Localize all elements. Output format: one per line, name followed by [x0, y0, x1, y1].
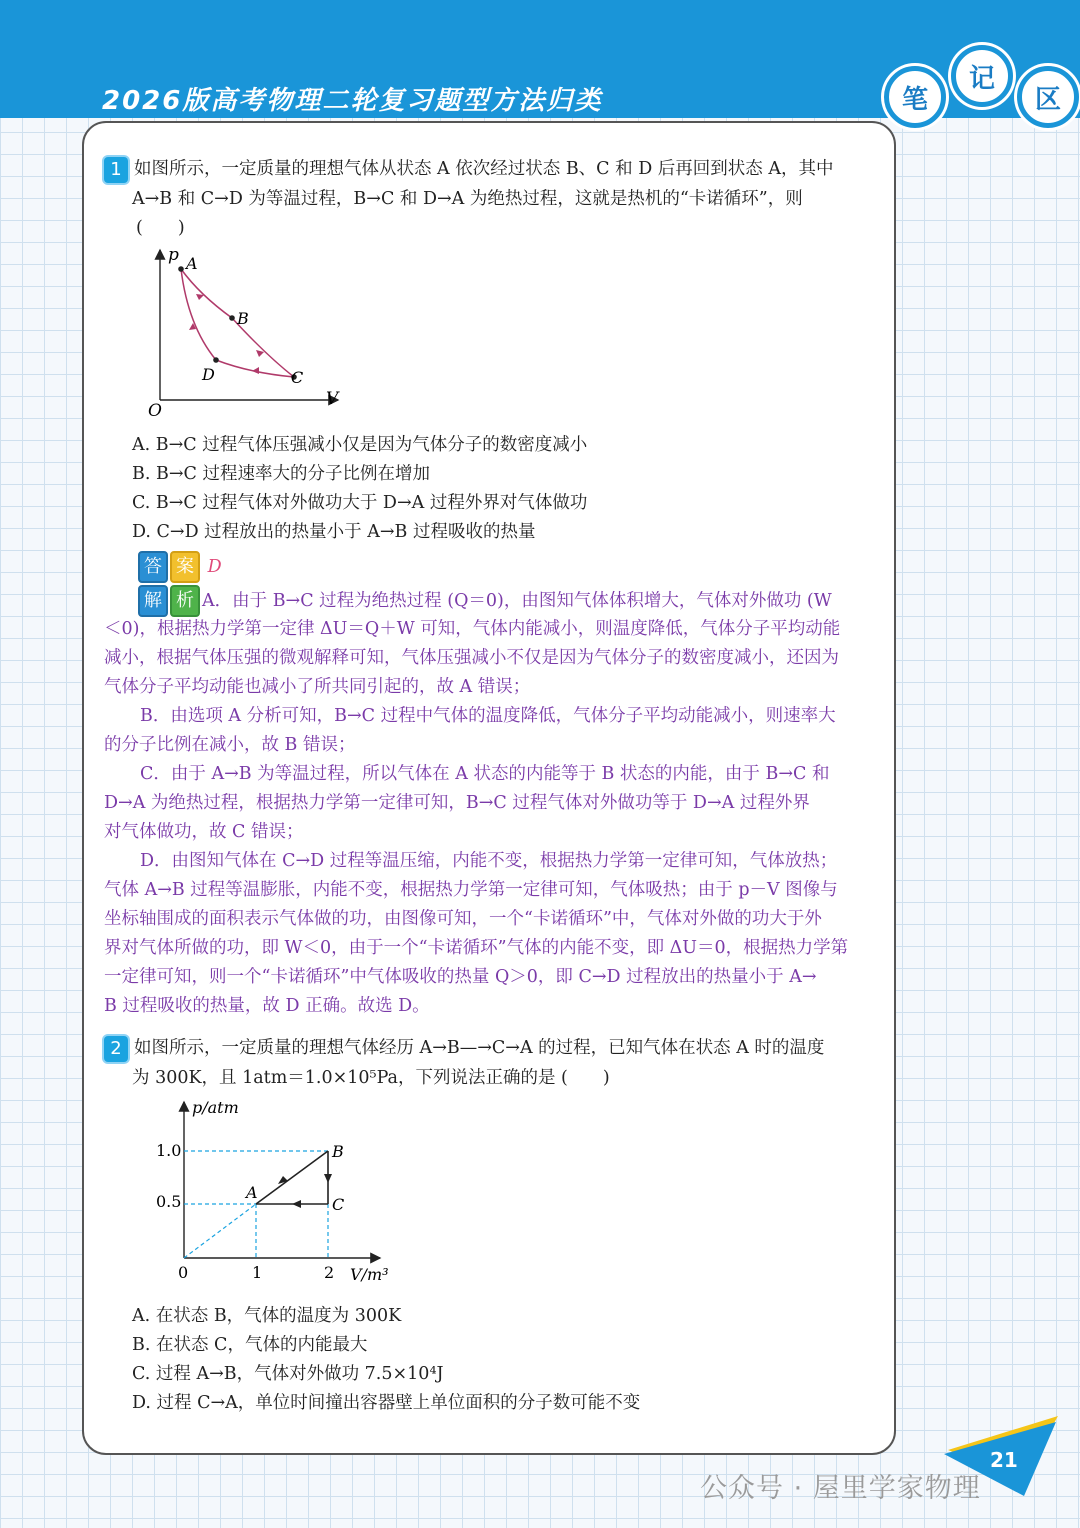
q2-option-c: C. 过程 A→B，气体对外做功 7.5×10⁴J [132, 1364, 444, 1384]
q2-option-d: D. 过程 C→A，单位时间撞出容器壁上单位面积的分子数可能不变 [132, 1393, 641, 1413]
q1-option-b: B. B→C 过程速率大的分子比例在增加 [132, 464, 430, 484]
q1-number-badge: 1 [104, 157, 128, 183]
q2-option-a: A. 在状态 B，气体的温度为 300K [132, 1306, 402, 1326]
q1-stem-line-1: 1 如图所示，一定质量的理想气体从状态 A 依次经过状态 B、C 和 D 后再回到状态 A，其中 [104, 155, 834, 184]
q1-axis-y-label: p [168, 245, 179, 265]
q1-label-a: A [186, 254, 198, 273]
q1-analysis-line-13: 界对气体所做的功，即 W＜0，由于一个“卡诺循环”气体的内能不变，即 ΔU＝0，根据热力学第 [104, 938, 849, 958]
q2-label-a: A [246, 1183, 258, 1202]
note-badge-3: 区 [1017, 66, 1079, 128]
q1-analysis-line-12: 坐标轴围成的面积表示气体做的功，由图像可知，一个“卡诺循环”中，气体对外做的功大于外 [104, 909, 822, 929]
q1-stem-line-2: A→B 和 C→D 为等温过程，B→C 和 D→A 为绝热过程，这就是热机的“卡诺循环”，则 [132, 189, 803, 209]
q1-analysis-line-14: 一定律可知，则一个“卡诺循环”中气体吸收的热量 Q＞0，即 C→D 过程放出的热量小于 A→ [104, 967, 817, 987]
q2-number-badge: 2 [104, 1036, 128, 1062]
q1-analysis-line-9: 对气体做功，故 C 错误； [104, 822, 304, 842]
q1-answer: D [207, 557, 222, 577]
q2-stem-line-2: 为 300K，且 1atm＝1.0×10⁵Pa，下列说法正确的是 ( ) [132, 1068, 610, 1088]
q2-pv-diagram [148, 1092, 398, 1292]
q1-point-d [213, 357, 219, 363]
q1-analysis-line-10: D．由图知气体在 C→D 过程等温压缩，内能不变，根据热力学第一定律可知，气体放热； [140, 851, 838, 871]
q1-axis-x-label: V [326, 389, 339, 409]
analysis-tag-2: 析 [170, 585, 200, 617]
q1-analysis-line-6: 的分子比例在减小，故 B 错误； [104, 735, 356, 755]
q2-axis-x-label: V/m³ [350, 1265, 389, 1284]
q1-analysis-line-4: 气体分子平均动能也减小了所共同引起的，故 A 错误； [104, 677, 531, 697]
q2-y-tick-05: 0.5 [156, 1192, 182, 1211]
q1-pv-diagram [140, 240, 350, 425]
page-number: 21 [990, 1448, 1018, 1472]
q1-label-b: B [237, 309, 249, 328]
q1-point-b [229, 315, 235, 321]
q2-stem-line-1: 2 如图所示，一定质量的理想气体经历 A→B—→C→A 的过程，已知气体在状态 A 时的温度 [104, 1034, 824, 1063]
q2-axis-y-label: p/atm [192, 1098, 239, 1117]
q2-label-b: B [332, 1142, 344, 1161]
note-badge-1: 笔 [884, 66, 946, 128]
q1-analysis-line-5: B．由选项 A 分析可知，B→C 过程中气体的温度降低，气体分子平均动能减小，则速率大 [140, 706, 836, 726]
q1-analysis-line-1: 解 析 A．由于 B→C 过程为绝热过程 (Q＝0)，由图知气体体积增大，气体对外做功 (W [138, 585, 832, 617]
book-title: 2026版高考物理二轮复习题型方法归类 [102, 86, 603, 116]
q1-curve-ab [181, 269, 232, 318]
q1-arrow-bc [256, 350, 264, 357]
q2-option-b: B. 在状态 C，气体的内能最大 [132, 1335, 368, 1355]
q1-arrow-cd [252, 367, 259, 374]
q1-point-a [178, 266, 184, 272]
q1-analysis-line-8: D→A 为绝热过程，根据热力学第一定律可知，B→C 过程气体对外做功等于 D→A 过程外界 [104, 793, 810, 813]
q1-label-c: C [291, 368, 304, 387]
q1-stem-line-3: ( ) [136, 218, 185, 238]
answer-tag-1: 答 [138, 551, 168, 583]
q1-answer-row [138, 551, 222, 583]
q2-arrow-ca [292, 1200, 301, 1208]
analysis-tag-1: 解 [138, 585, 168, 617]
q2-arrow-bc [324, 1174, 332, 1183]
q1-option-a: A. B→C 过程气体压强减小仅是因为气体分子的数密度减小 [132, 435, 588, 455]
q1-origin-label: O [148, 401, 162, 421]
q1-analysis-line-11: 气体 A→B 过程等温膨胀，内能不变，根据热力学第一定律可知，气体吸热；由于 p－V 图像与 [104, 880, 838, 900]
q1-analysis-line-15: B 过程吸收的热量，故 D 正确。故选 D。 [104, 996, 430, 1016]
q2-line-ab [256, 1151, 328, 1204]
q2-x-tick-1: 1 [252, 1263, 263, 1282]
q2-arrow-ab [278, 1176, 288, 1184]
watermark: 公众号 · 屋里学家物理 [700, 1473, 981, 1504]
q1-curve-da [181, 269, 216, 360]
answer-tag-2: 案 [170, 551, 200, 583]
q1-option-d: D. C→D 过程放出的热量小于 A→B 过程吸收的热量 [132, 522, 536, 542]
q2-y-tick-1: 1.0 [156, 1141, 182, 1160]
q1-option-c: C. B→C 过程气体对外做功大于 D→A 过程外界对气体做功 [132, 493, 588, 513]
q1-analysis-line-7: C．由于 A→B 为等温过程，所以气体在 A 状态的内能等于 B 状态的内能，由于 B→C 和 [140, 764, 830, 784]
q1-analysis-line-3: 减小，根据气体压强的微观解释可知，气体压强减小不仅是因为气体分子的数密度减小，还因为 [104, 648, 839, 668]
q1-curve-cd [216, 360, 294, 377]
q1-label-d: D [202, 365, 215, 384]
q1-arrow-ab [196, 294, 204, 300]
q1-analysis-line-2: ＜0)，根据热力学第一定律 ΔU＝Q＋W 可知，气体内能减小，则温度降低，气体分子平均动能 [104, 619, 841, 639]
q2-label-c: C [332, 1195, 345, 1214]
q2-guide-origin [184, 1204, 256, 1258]
q2-x-tick-0: 0 [178, 1263, 189, 1282]
q2-x-tick-2: 2 [324, 1263, 335, 1282]
note-badge-2: 记 [951, 45, 1013, 107]
